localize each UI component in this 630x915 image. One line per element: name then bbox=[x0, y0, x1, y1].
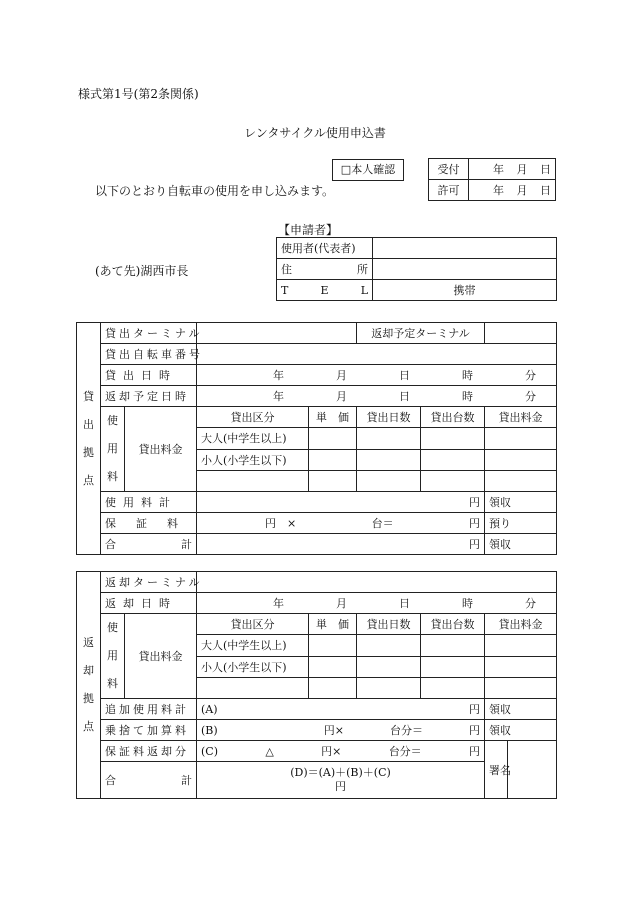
header-days: 貸出日数 bbox=[357, 614, 421, 635]
formula-part: 台分＝ bbox=[389, 724, 423, 737]
return-terminal-field[interactable] bbox=[485, 323, 557, 344]
received-date[interactable] bbox=[469, 159, 556, 180]
deposit-label bbox=[101, 513, 197, 534]
tel-char: E bbox=[320, 283, 329, 297]
tel-char: T bbox=[281, 283, 289, 297]
lending-terminal-field[interactable] bbox=[197, 323, 357, 344]
year-unit: 年 bbox=[493, 184, 504, 197]
adult-days[interactable] bbox=[357, 635, 421, 656]
held-label: 預り bbox=[485, 513, 557, 534]
child-price[interactable] bbox=[309, 449, 357, 470]
page-title: レンタサイクル使用申込書 bbox=[244, 126, 386, 140]
address-char: 住 bbox=[281, 263, 292, 276]
blank-price[interactable] bbox=[309, 470, 357, 491]
unit: 月 bbox=[336, 597, 348, 610]
header-fee: 貸出料金 bbox=[485, 407, 557, 428]
adult-label: 大人(中学生以上) bbox=[197, 635, 309, 656]
tel-label bbox=[277, 280, 373, 301]
total-use-label: 使用料計 bbox=[101, 492, 197, 513]
formula-part: 円 × bbox=[265, 517, 297, 530]
side-char: 使 bbox=[107, 414, 118, 427]
formula-part: 台分＝ bbox=[388, 745, 422, 758]
adult-price[interactable] bbox=[309, 428, 357, 449]
return-total-label bbox=[101, 762, 197, 799]
adult-count[interactable] bbox=[421, 635, 485, 656]
unit: 日 bbox=[399, 369, 411, 382]
total-char: 計 bbox=[181, 774, 193, 787]
unit: 時 bbox=[462, 390, 474, 403]
lending-terminal-label: 貸出ターミナル bbox=[101, 323, 197, 344]
unit: 日 bbox=[399, 390, 411, 403]
blank-count[interactable] bbox=[421, 470, 485, 491]
child-fee[interactable] bbox=[485, 449, 557, 470]
child-label: 小人(小学生以下) bbox=[197, 656, 309, 677]
lending-table bbox=[76, 322, 557, 555]
return-terminal-label: 返却ターミナル bbox=[101, 572, 197, 593]
bike-number-label: 貸出自転車番号 bbox=[101, 344, 197, 365]
yen-unit: 円 bbox=[469, 517, 481, 530]
unit: 年 bbox=[273, 369, 285, 382]
return-table bbox=[76, 571, 557, 799]
unit: 分 bbox=[525, 369, 537, 382]
use-fee-side-label bbox=[101, 407, 125, 492]
month-unit: 月 bbox=[516, 184, 528, 197]
header-unit-price: 単 価 bbox=[309, 614, 357, 635]
lending-side-label bbox=[77, 323, 101, 555]
child-label: 小人(小学生以下) bbox=[197, 449, 309, 470]
blank-price[interactable] bbox=[309, 677, 357, 698]
user-field[interactable] bbox=[373, 238, 557, 259]
yen-unit: 円 bbox=[335, 780, 347, 793]
total-char: 合 bbox=[105, 774, 116, 787]
side-char: 却 bbox=[83, 664, 94, 677]
header-count: 貸出台数 bbox=[421, 407, 485, 428]
permitted-label: 許可 bbox=[429, 180, 469, 201]
intro-text: 以下のとおり自転車の使用を申し込みます。 bbox=[95, 184, 335, 198]
tel-char: L bbox=[360, 283, 368, 297]
blank-category[interactable] bbox=[197, 677, 309, 698]
total-char: 計 bbox=[181, 538, 193, 551]
lending-date-field[interactable] bbox=[197, 365, 557, 386]
bike-number-field[interactable] bbox=[197, 344, 557, 365]
mobile-field[interactable]: 携帯 bbox=[373, 280, 557, 301]
yen-unit: 円 bbox=[469, 724, 480, 737]
total-receipt-label: 領収 bbox=[485, 534, 557, 555]
formula-part: 台＝ bbox=[371, 517, 394, 530]
signature-field[interactable] bbox=[508, 741, 557, 799]
side-char: 用 bbox=[107, 649, 118, 662]
form-number: 様式第1号(第2条関係) bbox=[78, 87, 199, 101]
header-fee: 貸出料金 bbox=[485, 614, 557, 635]
side-char: 料 bbox=[107, 677, 118, 690]
side-char: 点 bbox=[83, 720, 94, 733]
unit: 時 bbox=[462, 597, 474, 610]
side-char: 返 bbox=[83, 636, 94, 649]
unit: 分 bbox=[525, 390, 537, 403]
fee-label: 貸出料金 bbox=[125, 614, 197, 699]
child-days[interactable] bbox=[357, 449, 421, 470]
return-date-field[interactable] bbox=[197, 593, 557, 614]
address-field[interactable] bbox=[373, 259, 557, 280]
header-unit-price: 単 価 bbox=[309, 407, 357, 428]
child-count[interactable] bbox=[421, 656, 485, 677]
blank-fee[interactable] bbox=[485, 677, 557, 698]
deposit-field[interactable] bbox=[197, 513, 485, 534]
signature-label: 署名 bbox=[485, 741, 508, 799]
formula-part: △ bbox=[265, 744, 274, 758]
child-days[interactable] bbox=[357, 656, 421, 677]
unit: 日 bbox=[399, 597, 411, 610]
formula-part: 円× bbox=[323, 724, 344, 737]
additional-label: 追加使用料計 bbox=[101, 699, 197, 720]
return-total-field[interactable] bbox=[197, 762, 485, 799]
permitted-date[interactable] bbox=[469, 180, 556, 201]
addressee: (あて先)湖西市長 bbox=[95, 264, 189, 278]
blank-days[interactable] bbox=[357, 677, 421, 698]
applicant-table bbox=[276, 237, 557, 301]
address-char: 所 bbox=[357, 263, 368, 276]
fee-label: 貸出料金 bbox=[125, 407, 197, 492]
formula-part: (B) bbox=[201, 723, 218, 737]
side-char: 点 bbox=[83, 473, 94, 487]
total-formula: (D)＝(A)＋(B)＋(C) bbox=[290, 766, 391, 779]
user-label: 使用者(代表者) bbox=[277, 238, 373, 259]
side-char: 料 bbox=[107, 470, 118, 483]
return-terminal-label: 返却予定ターミナル bbox=[357, 323, 485, 344]
header-days: 貸出日数 bbox=[357, 407, 421, 428]
abandon-label: 乗捨て加算料 bbox=[101, 720, 197, 741]
additional-field[interactable] bbox=[197, 699, 485, 720]
unit: 月 bbox=[336, 369, 348, 382]
return-date-label: 返却日時 bbox=[101, 593, 197, 614]
applicant-heading: 【申請者】 bbox=[278, 223, 339, 237]
side-char: 拠 bbox=[83, 692, 94, 705]
return-date-field[interactable] bbox=[197, 386, 557, 407]
return-side-label bbox=[77, 572, 101, 799]
unit: 分 bbox=[525, 597, 537, 610]
child-count[interactable] bbox=[421, 449, 485, 470]
receipt-label: 領収 bbox=[485, 492, 557, 513]
lending-date-label: 貸出日時 bbox=[101, 365, 197, 386]
use-fee-side-label bbox=[101, 614, 125, 699]
adult-price[interactable] bbox=[309, 635, 357, 656]
blank-category[interactable] bbox=[197, 470, 309, 491]
adult-label: 大人(中学生以上) bbox=[197, 428, 309, 449]
address-label bbox=[277, 259, 373, 280]
adult-fee[interactable] bbox=[485, 428, 557, 449]
yen-unit: 円 bbox=[469, 703, 481, 716]
header-category: 貸出区分 bbox=[197, 407, 309, 428]
total-use-field[interactable]: 円 bbox=[197, 492, 485, 513]
blank-fee[interactable] bbox=[485, 470, 557, 491]
year-unit: 年 bbox=[493, 163, 504, 176]
total-field[interactable]: 円 bbox=[197, 534, 485, 555]
adult-fee[interactable] bbox=[485, 635, 557, 656]
additional-receipt: 領収 bbox=[485, 699, 557, 720]
side-char: 貸 bbox=[83, 389, 94, 403]
blank-count[interactable] bbox=[421, 677, 485, 698]
deposit-return-label: 保証料返却分 bbox=[101, 741, 197, 762]
abandon-receipt: 領収 bbox=[485, 720, 557, 741]
unit: 月 bbox=[336, 390, 348, 403]
total-char: 合 bbox=[105, 538, 116, 551]
month-unit: 月 bbox=[516, 163, 528, 176]
header-count: 貸出台数 bbox=[421, 614, 485, 635]
yen-unit: 円 bbox=[469, 745, 481, 758]
formula-part: (C) bbox=[201, 744, 219, 758]
deposit-return-field[interactable] bbox=[197, 741, 485, 762]
return-terminal-field[interactable] bbox=[197, 572, 557, 593]
mark-a: (A) bbox=[201, 702, 218, 716]
reception-table bbox=[428, 158, 556, 201]
identity-check-box[interactable]: □本人確認 bbox=[332, 159, 404, 181]
unit: 時 bbox=[462, 369, 474, 382]
side-char: 使 bbox=[107, 621, 118, 634]
day-unit: 日 bbox=[540, 184, 551, 197]
return-date-label: 返却予定日時 bbox=[101, 386, 197, 407]
side-char: 拠 bbox=[83, 445, 94, 459]
header-category: 貸出区分 bbox=[197, 614, 309, 635]
child-price[interactable] bbox=[309, 656, 357, 677]
unit: 年 bbox=[273, 390, 285, 403]
blank-days[interactable] bbox=[357, 470, 421, 491]
side-char: 出 bbox=[83, 417, 94, 431]
received-label: 受付 bbox=[429, 159, 469, 180]
adult-days[interactable] bbox=[357, 428, 421, 449]
unit: 年 bbox=[273, 597, 285, 610]
child-fee[interactable] bbox=[485, 656, 557, 677]
adult-count[interactable] bbox=[421, 428, 485, 449]
day-unit: 日 bbox=[540, 163, 551, 176]
formula-part: 円× bbox=[321, 745, 342, 758]
total-label bbox=[101, 534, 197, 555]
abandon-field[interactable] bbox=[197, 720, 485, 741]
deposit-text: 保証料 bbox=[105, 517, 198, 530]
side-char: 用 bbox=[107, 442, 118, 455]
